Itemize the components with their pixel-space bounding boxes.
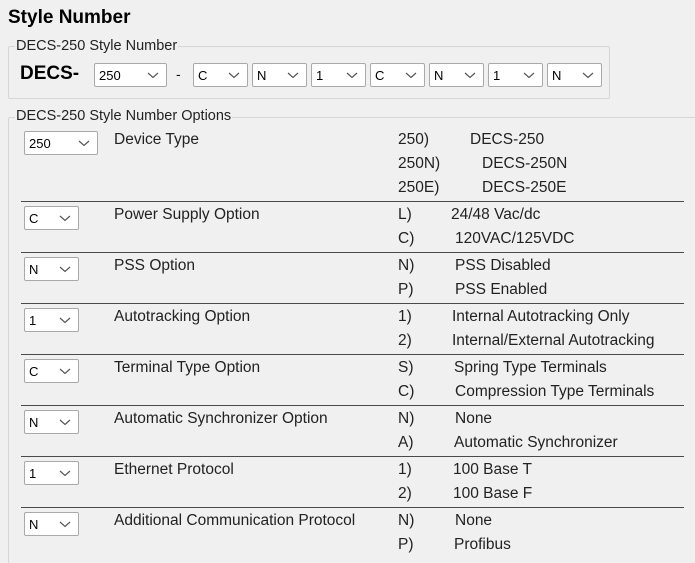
select-value: 250 <box>99 68 121 83</box>
option-code: S) <box>398 359 414 376</box>
row-divider <box>21 456 684 457</box>
chevron-down-icon <box>59 366 71 376</box>
style-select-device-type[interactable] <box>94 63 167 87</box>
style-options-legend: DECS-250 Style Number Options <box>16 108 232 124</box>
option-desc: DECS-250N <box>482 155 568 172</box>
option-select-device-type[interactable] <box>24 131 98 155</box>
option-code: 1) <box>398 461 412 478</box>
option-code: N) <box>398 410 415 427</box>
option-title-pss: PSS Option <box>114 257 195 274</box>
option-code: N) <box>398 512 415 529</box>
option-select-terminal-type[interactable] <box>24 359 79 383</box>
style-select-autotracking[interactable] <box>311 63 366 87</box>
option-title-terminal-type: Terminal Type Option <box>114 359 261 376</box>
option-select-communication[interactable] <box>24 512 79 536</box>
chevron-down-icon <box>59 417 71 427</box>
option-code: 250E) <box>398 179 440 196</box>
chevron-down-icon <box>287 70 299 80</box>
select-value: N <box>434 68 444 83</box>
option-select-autotracking[interactable] <box>24 308 79 332</box>
chevron-down-icon <box>59 468 71 478</box>
option-code: C) <box>398 383 415 400</box>
select-value: N <box>552 68 562 83</box>
row-divider <box>21 201 684 202</box>
option-desc: Compression Type Terminals <box>455 383 655 400</box>
select-value: 1 <box>29 313 37 328</box>
select-value: C <box>29 364 39 379</box>
option-desc: 24/48 Vac/dc <box>451 206 541 223</box>
chevron-down-icon <box>464 70 476 80</box>
style-select-communication[interactable] <box>547 63 602 87</box>
option-select-power-supply[interactable] <box>24 206 79 230</box>
option-title-device-type: Device Type <box>114 131 200 148</box>
chevron-down-icon <box>582 70 594 80</box>
style-select-power-supply[interactable] <box>193 63 248 87</box>
select-value: 250 <box>29 136 51 151</box>
decs-prefix-label: DECS- <box>20 63 80 84</box>
chevron-down-icon <box>59 264 71 274</box>
select-value: N <box>29 517 39 532</box>
option-title-autotracking: Autotracking Option <box>114 308 251 325</box>
option-desc: Internal Autotracking Only <box>452 308 630 325</box>
style-number-legend: DECS-250 Style Number <box>16 38 178 54</box>
select-value: C <box>375 68 385 83</box>
option-desc: DECS-250E <box>482 179 567 196</box>
option-code: 250) <box>398 131 430 148</box>
select-value: 1 <box>29 466 37 481</box>
option-title-power-supply: Power Supply Option <box>114 206 260 223</box>
row-divider <box>21 507 684 508</box>
chevron-down-icon <box>78 138 90 148</box>
style-select-pss[interactable] <box>252 63 307 87</box>
chevron-down-icon <box>59 213 71 223</box>
chevron-down-icon <box>346 70 358 80</box>
select-value: 1 <box>493 68 501 83</box>
option-desc: Automatic Synchronizer <box>454 434 618 451</box>
option-desc: DECS-250 <box>470 131 545 148</box>
select-value: N <box>29 262 39 277</box>
option-desc: 120VAC/125VDC <box>455 230 575 247</box>
option-desc: 100 Base F <box>453 485 533 502</box>
option-code: A) <box>398 434 414 451</box>
select-value: N <box>257 68 267 83</box>
option-code: 1) <box>398 308 412 325</box>
option-title-communication: Additional Communication Protocol <box>114 512 356 529</box>
option-desc: Internal/External Autotracking <box>452 332 655 349</box>
select-value: 1 <box>316 68 324 83</box>
option-desc: PSS Disabled <box>455 257 551 274</box>
option-select-pss[interactable] <box>24 257 79 281</box>
option-code: L) <box>398 206 412 223</box>
page-title: Style Number <box>8 7 131 28</box>
option-code: 2) <box>398 485 412 502</box>
style-select-synchronizer[interactable] <box>429 63 484 87</box>
select-value: N <box>29 415 39 430</box>
chevron-down-icon <box>59 315 71 325</box>
option-select-ethernet[interactable] <box>24 461 79 485</box>
option-desc: Spring Type Terminals <box>454 359 607 376</box>
chevron-down-icon <box>147 70 159 80</box>
option-desc: PSS Enabled <box>455 281 548 298</box>
option-code: P) <box>398 536 414 553</box>
option-code: C) <box>398 230 415 247</box>
option-code: N) <box>398 257 415 274</box>
option-select-synchronizer[interactable] <box>24 410 79 434</box>
chevron-down-icon <box>228 70 240 80</box>
style-number-separator: - <box>176 66 181 82</box>
row-divider <box>21 252 684 253</box>
option-title-ethernet: Ethernet Protocol <box>114 461 234 478</box>
option-desc: Profibus <box>454 536 511 553</box>
option-title-synchronizer: Automatic Synchronizer Option <box>114 410 328 427</box>
row-divider <box>21 303 684 304</box>
chevron-down-icon <box>523 70 535 80</box>
row-divider <box>21 405 684 406</box>
option-code: 250N) <box>398 155 441 172</box>
option-desc: None <box>455 410 493 427</box>
select-value: C <box>29 211 39 226</box>
option-code: 2) <box>398 332 412 349</box>
style-select-terminal-type[interactable] <box>370 63 425 87</box>
row-divider <box>21 354 684 355</box>
option-desc: 100 Base T <box>453 461 532 478</box>
option-code: P) <box>398 281 414 298</box>
chevron-down-icon <box>59 519 71 529</box>
chevron-down-icon <box>405 70 417 80</box>
option-desc: None <box>455 512 493 529</box>
style-select-ethernet[interactable] <box>488 63 543 87</box>
select-value: C <box>198 68 208 83</box>
